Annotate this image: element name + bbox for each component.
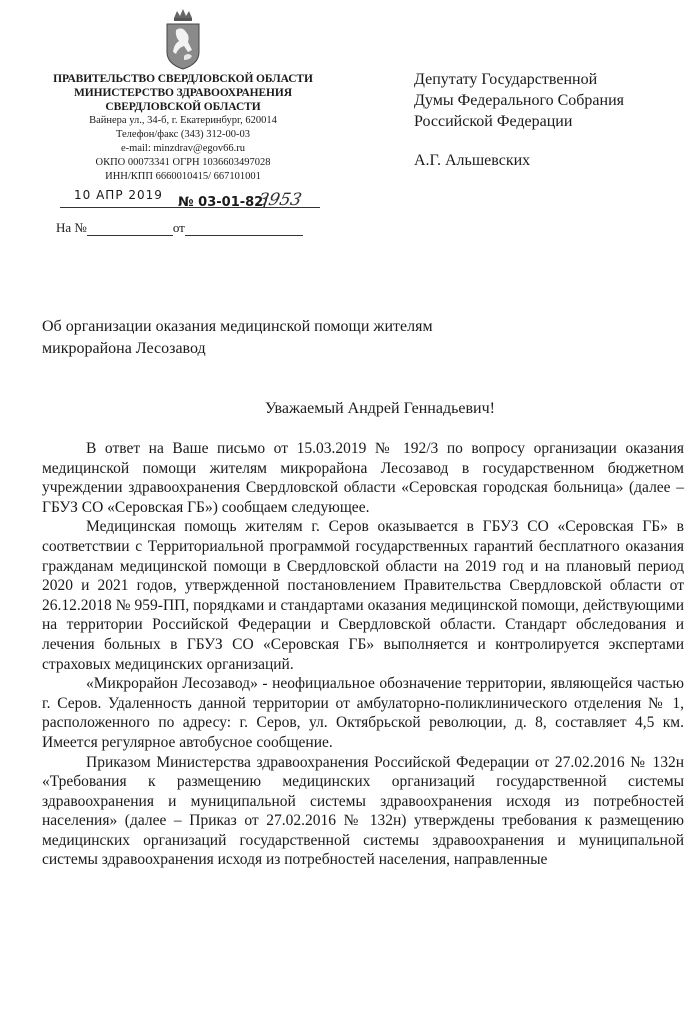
reference-date-blank — [185, 221, 303, 236]
reference-line — [56, 220, 303, 236]
org-name-line: МИНИСТЕРСТВО ЗДРАВООХРАНЕНИЯ — [74, 87, 292, 99]
outgoing-number-handwritten: 3953 — [255, 190, 304, 210]
letter-body — [42, 439, 684, 870]
contact-address: Вайнера ул., 34-б, г. Екатеринбург, 620014 — [89, 115, 277, 126]
addressee-line: Думы Федерального Собрания — [414, 92, 624, 109]
body-paragraph: Медицинская помощь жителям г. Серов оказывается в ГБУЗ СО «Серовская ГБ» в соответствии с Территориальной программой государственных гарантий бесплатного оказания гражданам медицинской помощи в Свердловской области на 2019 год и на плановый период 2020 и 2021 годов, утвержденной постановлением Правительства Свердловской области от 26.12.2018 № 959-ПП, порядками и стандартами оказания медицинской помощи, действующими на территории Российской Федерации и Свердловской области. Стандарт обследования и лечения больных в ГБУЗ СО «Серовская ГБ» выполняется и контролируется экспертами страховых медицинских организаций. — [42, 518, 684, 673]
addressee-line: Российской Федерации — [414, 113, 573, 130]
letterhead — [36, 72, 330, 184]
reference-middle: от — [172, 220, 185, 235]
org-name-line: ПРАВИТЕЛЬСТВО СВЕРДЛОВСКОЙ ОБЛАСТИ — [53, 73, 313, 85]
letter-subject: Об организации оказания медицинской помощи жителям микрорайона Лесозавод — [42, 318, 433, 357]
salutation: Уважаемый Андрей Геннадьевич! — [265, 400, 495, 417]
contact-phone: Телефон/факс (343) 312-00-03 — [116, 129, 250, 140]
addressee-name: А.Г. Альшевских — [414, 152, 531, 169]
addressee-line: Депутату Государственной — [414, 71, 598, 88]
org-name-line: СВЕРДЛОВСКОЙ ОБЛАСТИ — [105, 101, 261, 113]
outgoing-number: № 03-01-82/ — [178, 195, 268, 210]
body-paragraph: В ответ на Ваше письмо от 15.03.2019 № 192/3 по вопросу организации оказания медицинской помощи жителям микрорайона Лесозавод в государственном бюджетном учреждении здравоохранения Свердловской области «Серовская городская больница» (далее – ГБУЗ СО «Серовская ГБ») сообщаем следующее. — [42, 440, 684, 516]
body-paragraph: Приказом Министерства здравоохранения Российской Федерации от 27.02.2016 № 132н «Требования к размещению медицинских организаций государственной системы здравоохранения и муниципальной системы здравоохранения исходя из потребностей населения» (далее – Приказ от 27.02.2016 № 132н) утверждены требования к размещению медицинских организаций государственной системы здравоохранения и муниципальной системы здравоохранения исходя из потребностей населения, направленные — [42, 753, 684, 869]
contact-email: e-mail: minzdrav@egov66.ru — [121, 143, 245, 154]
reference-number-blank — [87, 221, 173, 236]
date-stamp: 10 АПР 2019 — [74, 188, 163, 202]
body-paragraph: «Микрорайон Лесозавод» - неофициальное обозначение территории, являющейся частью г. Серов. Удаленность данной территории от амбулаторно-поликлинического отделения № 1, расположенного по адресу: г. Серов, ул. Октябрьской революции, д. 8, составляет 4,5 км. Имеется регулярное автобусное сообщение. — [42, 675, 684, 751]
addressee-block — [414, 69, 684, 132]
contact-inn: ИНН/КПП 6660010415/ 667101001 — [105, 171, 261, 182]
coat-of-arms-icon — [164, 8, 202, 70]
contact-okpo: ОКПО 00073341 ОГРН 1036603497028 — [95, 157, 271, 168]
reference-prefix: На № — [56, 220, 87, 235]
